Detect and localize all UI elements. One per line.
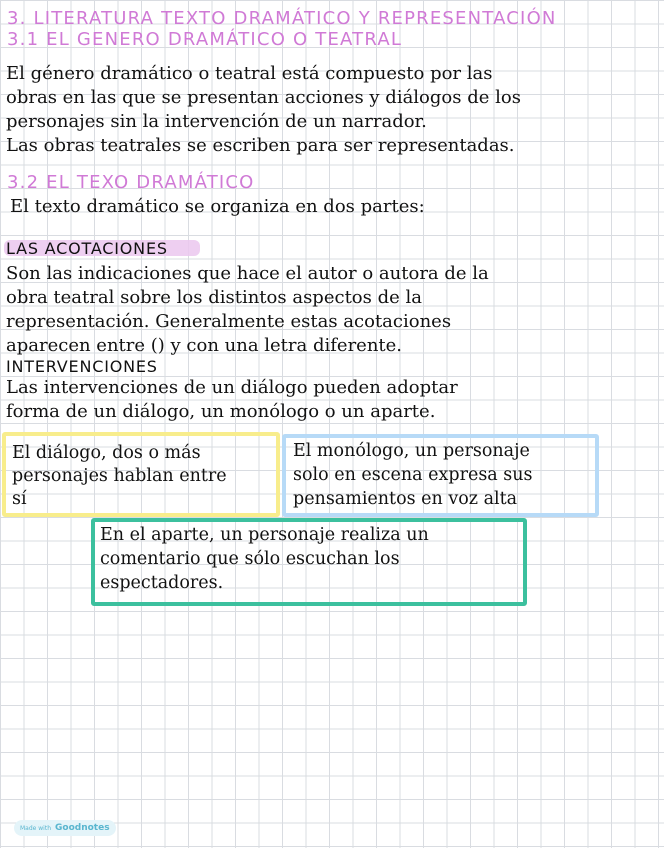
aparte-line: espectadores. [100, 573, 224, 593]
acotaciones-line: aparecen entre () y con una letra diferente. [6, 335, 403, 356]
aparte-line: comentario que sólo escuchan los [100, 549, 400, 569]
intervenciones-heading: INTERVENCIONES [6, 357, 158, 376]
intro-line: personajes sin la intervención de un narrador. [6, 111, 427, 132]
intro-line: obras en las que se presentan acciones y diálogos de los [6, 87, 521, 108]
intro-line: El género dramático o teatral está compuesto por las [6, 63, 493, 84]
made-with-goodnotes-badge [14, 820, 116, 836]
monologo-line: pensamientos en voz alta [293, 489, 518, 509]
texto-intro-line: El texto dramático se organiza en dos partes: [10, 196, 425, 217]
acotaciones-line: representación. Generalmente estas acotaciones [6, 311, 452, 332]
monologo-line: solo en escena expresa sus [293, 465, 533, 485]
dialogo-line: sí [12, 489, 27, 509]
dialogo-line: personajes hablan entre [12, 466, 227, 486]
made-with-label: Made with [20, 824, 51, 832]
monologo-line: El monólogo, un personaje [293, 441, 530, 461]
section-title-genero-dramatico: 3.1 EL GENERO DRAMÁTICO O TEATRAL [7, 29, 403, 50]
acotaciones-line: Son las indicaciones que hace el autor o autora de la [6, 263, 489, 284]
intro-line: Las obras teatrales se escriben para ser representadas. [6, 135, 515, 156]
intervenciones-line: Las intervenciones de un diálogo pueden adoptar [6, 377, 458, 398]
section-title-literatura: 3. LITERATURA TEXTO DRAMÁTICO Y REPRESENTACIÓN [7, 8, 557, 29]
goodnotes-brand: Goodnotes [55, 823, 110, 833]
acotaciones-line: obra teatral sobre los distintos aspectos de la [6, 287, 422, 308]
section-title-texto-dramatico: 3.2 EL TEXO DRAMÁTICO [7, 172, 255, 193]
aparte-line: En el aparte, un personaje realiza un [100, 525, 429, 545]
acotaciones-heading: LAS ACOTACIONES [6, 239, 168, 258]
intervenciones-line: forma de un diálogo, un monólogo o un aparte. [6, 401, 436, 422]
dialogo-line: El diálogo, dos o más [12, 443, 201, 463]
